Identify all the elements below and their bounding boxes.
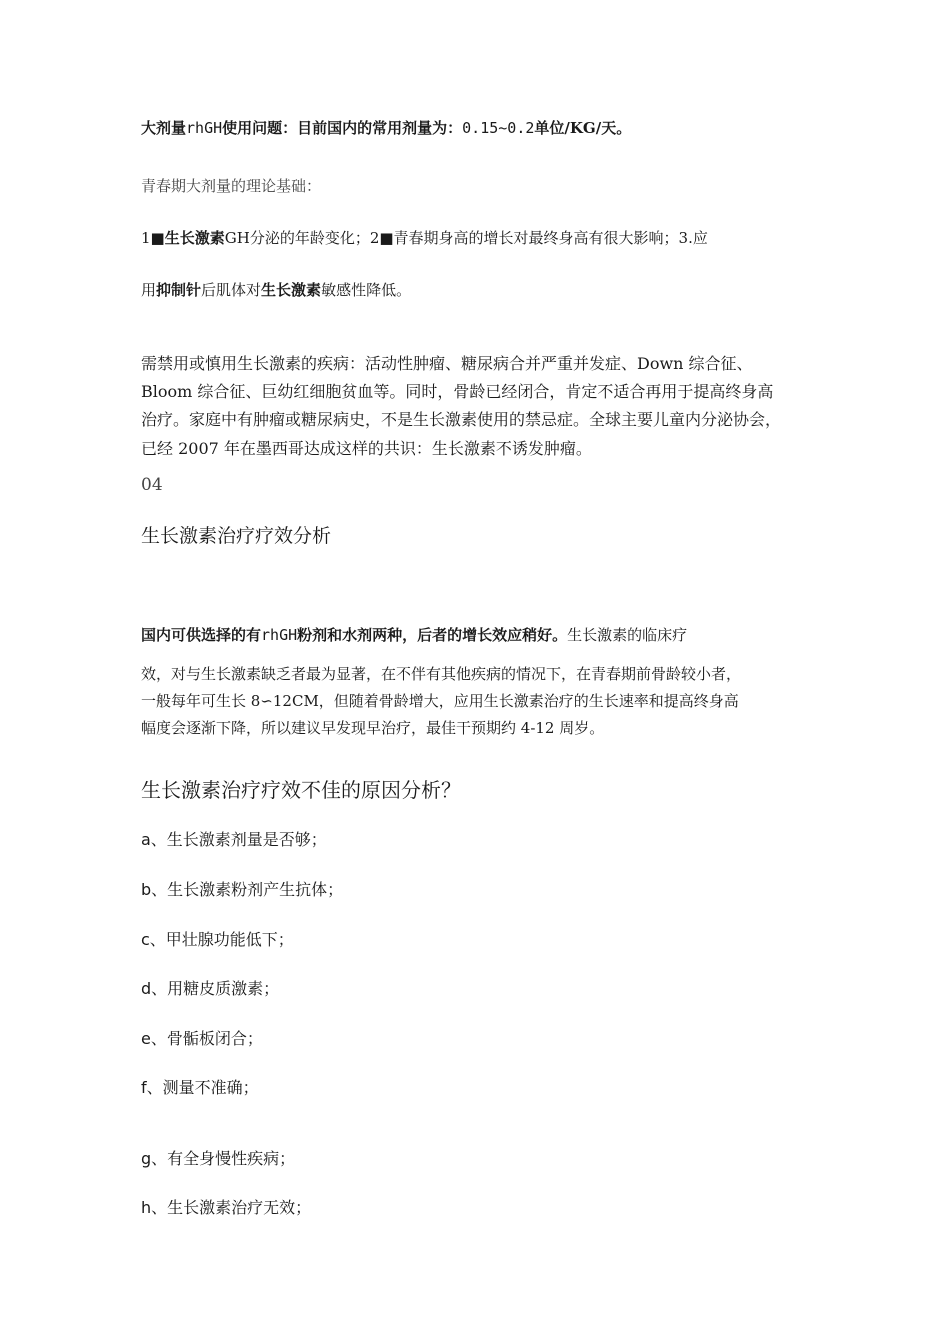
contraindication-line: 已经 2007 年在墨西哥达成这样的共识：生长激素不诱发肿瘤。 [141, 439, 592, 458]
contraindication-line: 治疗。家庭中有肿瘤或糖尿病史，不是生长激素使用的禁忌症。全球主要儿童内分泌协会， [141, 410, 782, 429]
theory-line-part: 敏感性降低。 [321, 281, 412, 299]
theory-basis-label: 青春期大剂量的理论基础： [141, 177, 322, 195]
reason-item: d、用糖皮质激素； [141, 979, 280, 998]
efficacy-line: 一般每年可生长 8∽12CM，但随着骨龄增大，应用生长激素治疗的生长速率和提高终身高 [141, 692, 739, 710]
contraindication-line: 需禁用或慎用生长激素的疾病：活动性肿瘤、糖尿病合并严重并发症、Down 综合征、 [141, 354, 753, 373]
reason-item: b、生长激素粉剂产生抗体； [141, 880, 344, 899]
dosage-heading-value: 0.15~0.2 [462, 119, 535, 137]
dosage-heading-part: 使用问题：目前国内的常用剂量为： [222, 119, 463, 137]
dosage-heading-unit: 单位/KG/天。 [534, 119, 632, 137]
section-number: 04 [141, 475, 163, 495]
theory-line-bold: 抑制针 [156, 281, 202, 299]
theory-line-bold: 生长激素 [261, 281, 322, 299]
reason-item: f、测量不准确； [141, 1078, 259, 1097]
reason-item: g、有全身慢性疾病； [141, 1149, 296, 1168]
reason-item: a、生长激素剂量是否够； [141, 830, 327, 849]
formulation-bold: 粉剂和水剂两种，后者的增长效应稍好。 [297, 626, 568, 644]
formulation-bold: 国内可供选择的有 [141, 626, 262, 644]
formulation-part: 生长激素的临床疗 [567, 626, 688, 644]
reason-item: c、甲壮腺功能低下； [141, 930, 294, 949]
formulation-rhgh: rhGH [261, 626, 298, 644]
dosage-heading-rhgh: rhGH [186, 119, 223, 137]
theory-line-2 [141, 283, 411, 298]
theory-line-part: GH [224, 229, 250, 247]
theory-line-part: 后肌体对 [201, 281, 262, 299]
efficacy-line: 效，对与生长激素缺乏者最为显著，在不伴有其他疾病的情况下，在青春期前骨龄较小者， [141, 665, 742, 683]
formulation-line [141, 628, 687, 643]
dosage-heading-part: 大剂量 [141, 119, 187, 137]
reason-item: h、生长激素治疗无效； [141, 1198, 312, 1217]
efficacy-line: 幅度会逐渐下降，所以建议早发现早治疗，最佳干预期约 4-12 周岁。 [141, 719, 605, 737]
contraindication-line: Bloom 综合征、巨幼红细胞贫血等。同时，骨龄已经闭合，肯定不适合再用于提高终身高 [141, 382, 774, 401]
theory-line-bold: 生长激素 [164, 229, 225, 247]
dosage-heading [141, 121, 631, 136]
theory-line-part: 用 [141, 281, 157, 299]
theory-line-part: 分泌的年龄变化；2■青春期身高的增长对最终身高有很大影响；3.应 [249, 229, 708, 247]
reasons-title: 生长激素治疗疗效不佳的原因分析？ [141, 778, 461, 802]
theory-line-part: 1■ [141, 229, 165, 247]
section-title: 生长激素治疗疗效分析 [141, 525, 332, 547]
reason-item: e、骨骺板闭合； [141, 1029, 263, 1048]
theory-line-1 [141, 231, 708, 246]
